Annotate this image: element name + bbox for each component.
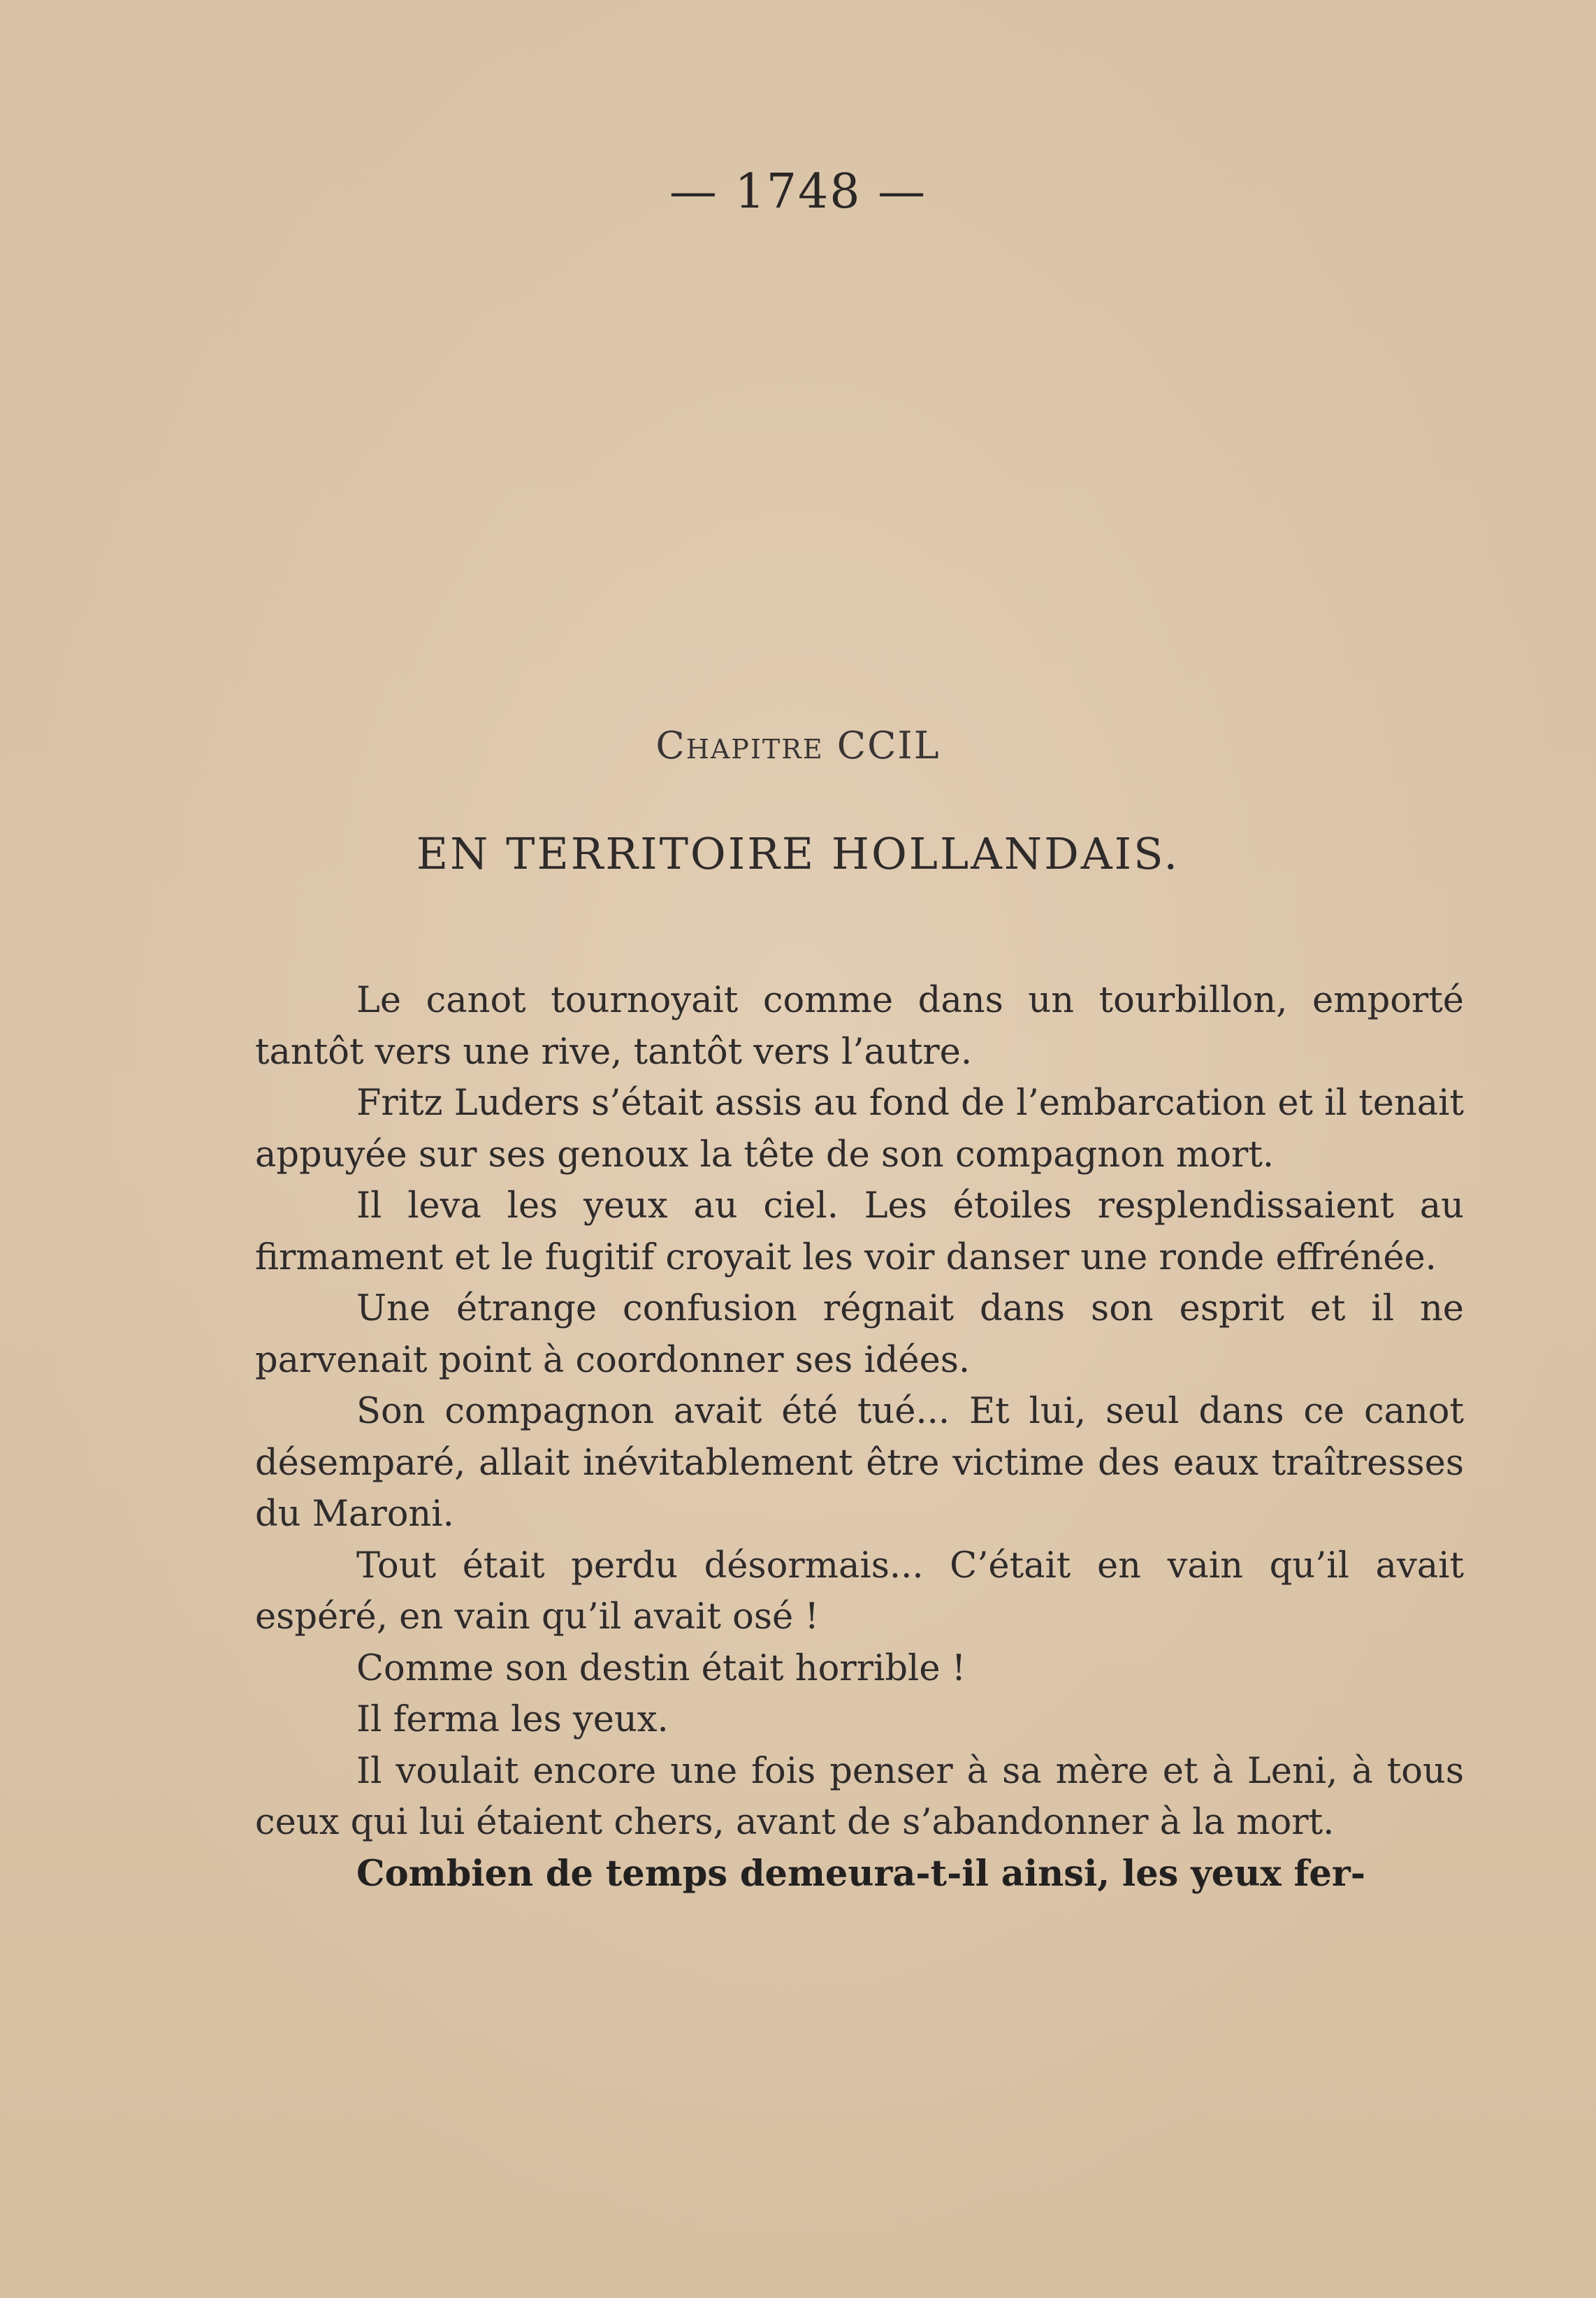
paragraph: Il leva les yeux au ciel. Les étoiles resplendissaient au firmament et le fugitif croyait les voir danser une ronde effrénée.	[255, 1185, 1464, 1278]
paragraph: Une étrange confusion régnait dans son esprit et il ne parvenait point à coordonner ses idées.	[255, 1288, 1464, 1381]
body-text	[255, 975, 1464, 1900]
chapter-title: EN TERRITOIRE HOLLANDAIS.	[416, 828, 1180, 879]
paragraph: Le canot tournoyait comme dans un tourbillon, emporté tantôt vers une rive, tantôt vers l’autre.	[255, 980, 1464, 1073]
paragraph: Il ferma les yeux.	[356, 1699, 669, 1740]
chapter-label: Chapitre CCIL	[655, 723, 941, 767]
paragraph: Il voulait encore une fois penser à sa mère et à Leni, à tous ceux qui lui étaient chers, avant de s’abandonner à la mort.	[255, 1750, 1464, 1843]
paragraph: Son compagnon avait été tué... Et lui, seul dans ce canot désemparé, allait inévitablement être victime des eaux traîtresses du Maroni.	[255, 1391, 1464, 1535]
paragraph: Comme son destin était horrible !	[356, 1647, 966, 1689]
paragraph-last: Combien de temps demeura-t-il ainsi, les yeux fer-	[356, 1852, 1365, 1895]
paragraph: Tout était perdu désormais... C’était en vain qu’il avait espéré, en vain qu’il avait osé !	[255, 1545, 1464, 1638]
page-number: — 1748 —	[669, 164, 927, 219]
paragraph: Fritz Luders s’était assis au fond de l’embarcation et il tenait appuyée sur ses genoux la tête de son compagnon mort.	[255, 1083, 1464, 1176]
